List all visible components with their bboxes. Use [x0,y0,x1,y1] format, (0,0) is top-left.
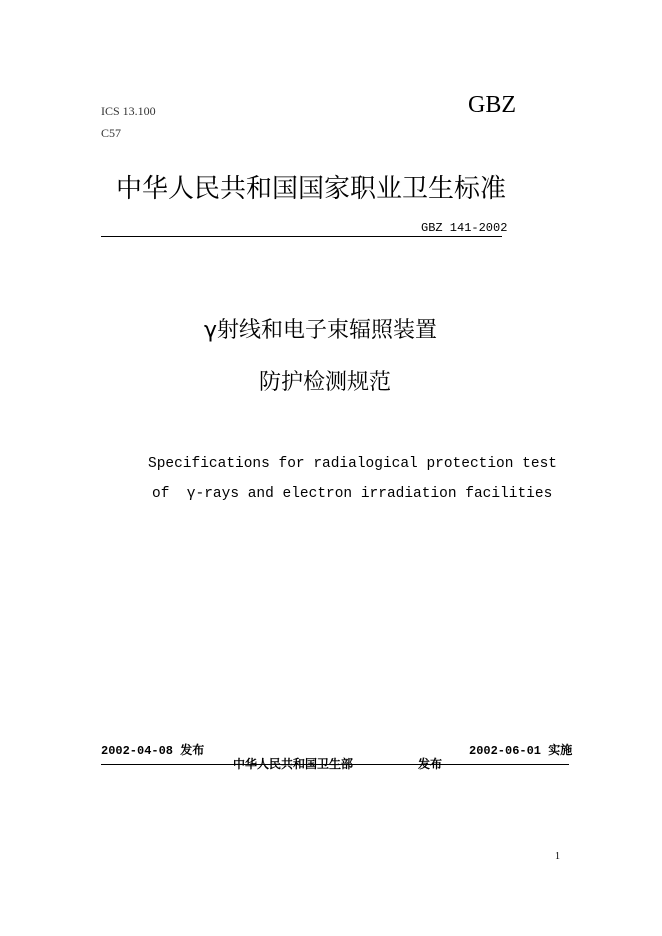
document-title-en-line2: of γ-rays and electron irradiation facilities [152,486,553,502]
issue-label: 发布 [418,757,443,771]
ics-code: ICS 13.100 [101,104,156,118]
implement-date: 2002-06-01 实施 [469,744,573,758]
standard-mark: GBZ [468,92,516,118]
document-title-cn-line1: γ射线和电子束辐照装置 [204,318,438,343]
issuing-authority: 中华人民共和国卫生部 [233,757,354,771]
header-divider [101,236,502,237]
document-title-en-line1: Specifications for radialogical protection test [148,456,557,472]
standard-number: GBZ 141-2002 [421,221,508,235]
page-number: 1 [555,851,560,862]
classification-code: C57 [101,126,122,140]
document-title-cn-line2: 防护检测规范 [259,370,392,395]
standard-title: 中华人民共和国国家职业卫生标准 [116,174,507,204]
publish-date: 2002-04-08 发布 [101,744,205,758]
